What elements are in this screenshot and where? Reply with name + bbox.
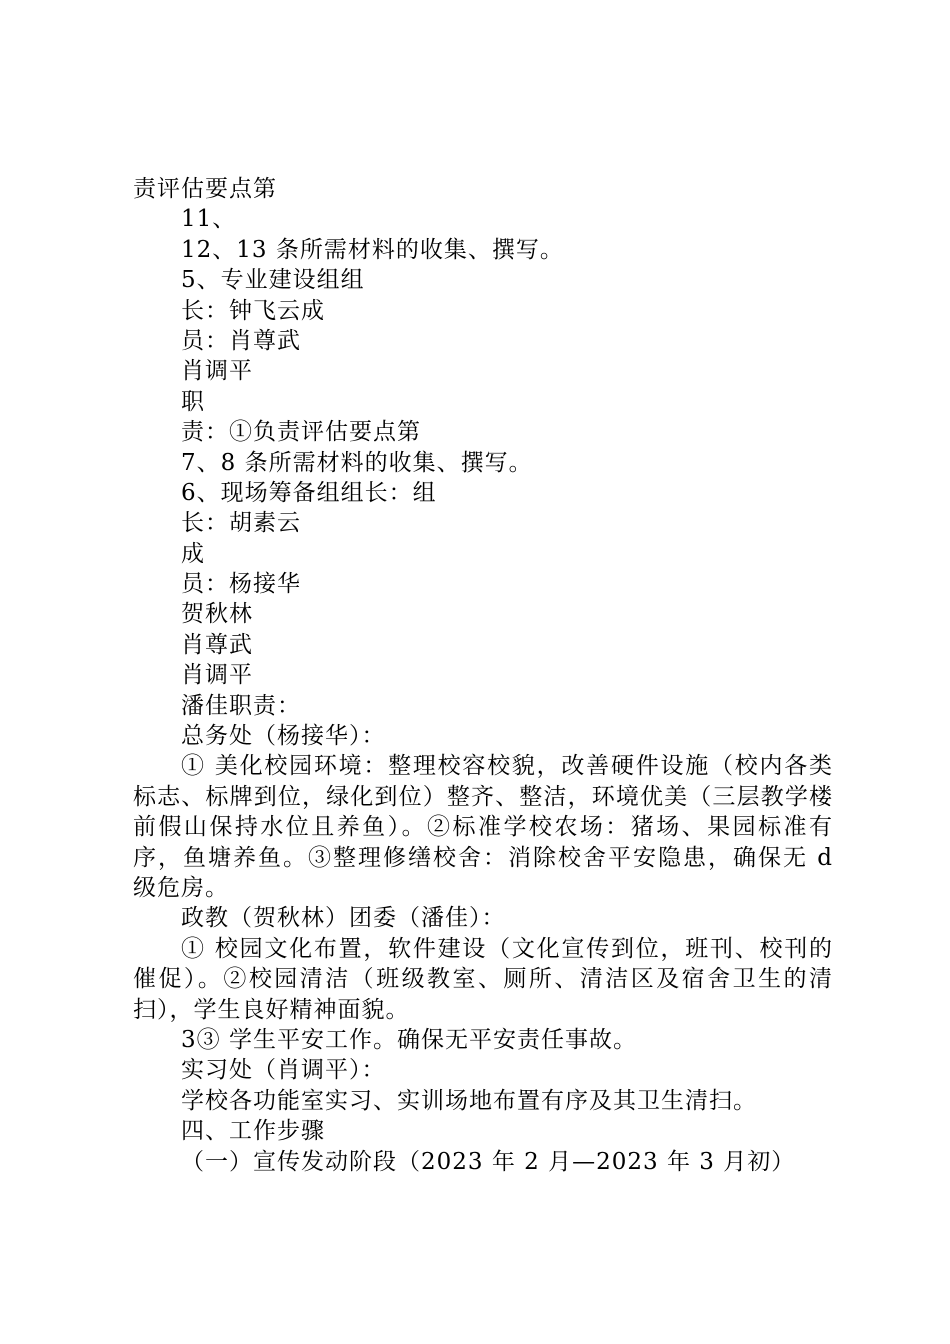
section-heading: 5、专业建设组组: [181, 267, 365, 294]
text-line: 责评估要点第: [133, 176, 277, 202]
text-line: 成: [181, 540, 205, 567]
text-line: 肖调平: [181, 358, 253, 385]
paragraph-political-education: ① 校园文化布置，软件建设（文化宣传到位，班刊、校刊的催促）。②校园清洁（班级教室、厕所、清洁区及宿舍卫生的清扫），学生良好精神面貌。: [133, 935, 833, 1023]
text-line: 贺秋林: [181, 601, 253, 628]
text-line: 员：杨接华: [181, 571, 301, 598]
text-line: 肖尊武: [181, 631, 253, 658]
text-line: 长：钟飞云成: [181, 297, 325, 324]
text-line: 12、13 条所需材料的收集、撰写。: [181, 236, 564, 263]
text-line: 责：①负责评估要点第: [181, 419, 421, 446]
text-line: 总务处（杨接华）：: [181, 723, 386, 750]
section-heading: 四、工作步骤: [181, 1118, 325, 1145]
text-line: 学校各功能室实习、实训场地布置有序及其卫生清扫。: [181, 1087, 757, 1114]
document-body: [133, 174, 833, 1177]
text-line: 职: [181, 388, 205, 415]
text-line: 员：肖尊武: [181, 327, 301, 354]
subsection-heading: （一）宣传发动阶段（2023 年 2 月—2023 年 3 月初）: [181, 1148, 796, 1175]
text-line: 3③ 学生平安工作。确保无平安责任事故。: [181, 1027, 637, 1054]
paragraph-general-affairs: ① 美化校园环境：整理校容校貌，改善硬件设施（校内各类标志、标牌到位，绿化到位）整齐、整洁，环境优美（三层教学楼前假山保持水位且养鱼）。②标准学校农场：猪场、果园标准有序，鱼塘养鱼。③整理修缮校舍：消除校舍平安隐患，确保无 d 级危房。: [133, 753, 833, 902]
text-line: 7、8 条所需材料的收集、撰写。: [181, 449, 533, 476]
section-heading: 6、现场筹备组组长：组: [181, 479, 437, 506]
text-line: 长：胡素云: [181, 510, 301, 537]
text-line: 政教（贺秋林）团委（潘佳）：: [181, 905, 506, 932]
text-line: 实习处（肖调平）：: [181, 1057, 386, 1084]
text-line: 潘佳职责：: [181, 692, 301, 719]
text-line: 11、: [181, 206, 237, 233]
text-line: 肖调平: [181, 662, 253, 689]
